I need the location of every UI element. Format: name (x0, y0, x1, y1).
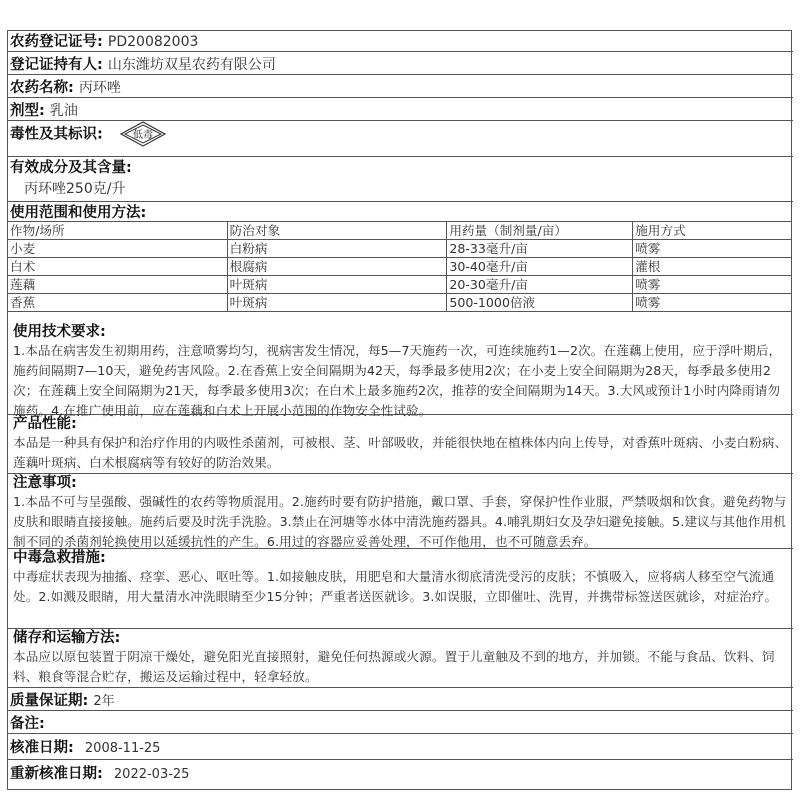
warranty-row (7, 688, 793, 711)
usage-title-row (7, 202, 793, 221)
usage-table-cell: 白术 (8, 258, 228, 276)
first-aid-section (7, 549, 793, 629)
usage-table-cell: 叶斑病 (227, 294, 447, 312)
holder-value: 山东潍坊双星农药有限公司 (107, 57, 276, 73)
usage-table-header-cell: 作物/场所 (8, 222, 228, 240)
holder-row (7, 52, 793, 75)
formulation-row (7, 98, 793, 121)
usage-table-row (8, 240, 792, 258)
performance-title: 产品性能: (13, 416, 77, 432)
formulation-value: 乳油 (49, 103, 78, 119)
warranty-value: 2年 (93, 694, 115, 709)
remarks-row (7, 711, 793, 734)
registration-row (7, 30, 793, 52)
ingredient-value: 丙环唑250克/升 (24, 181, 126, 197)
tech-requirements-text: 1.本品在病害发生初期用药，注意喷雾均匀，视病害发生情况，每5—7天施药一次，可连续施药1—2次。在莲藕上使用，应于浮叶期后，施药间隔期7—10天，避免药害风险。2.在香蕉上安全间隔期为42天，每季最多使用2次；在小麦上安全间隔期为28天，每季最多使用2次；在莲藕上安全间隔期为21天，每季最多使用3次；在白术上最多施药2次，推荐的安全间隔期为14天。3.大风或预计1小时内降雨请勿施药。4.在推广使用前，应在莲藕和白术上开展小范围的作物安全性试验。 (13, 343, 782, 418)
usage-title: 使用范围和使用方法: (10, 205, 147, 221)
performance-text: 本品是一种具有保护和治疗作用的内吸性杀菌剂，可被根、茎、叶部吸收，并能很快地在植株体内向上传导，对香蕉叶斑病、小麦白粉病、莲藕叶斑病、白术根腐病等有较好的防治效果。 (13, 435, 788, 470)
usage-table-row (8, 258, 792, 276)
usage-table-cell: 20-30毫升/亩 (447, 276, 633, 294)
usage-table-cell: 喷雾 (633, 276, 792, 294)
pesticide-name-row (7, 75, 793, 98)
usage-table-cell: 500-1000倍液 (447, 294, 633, 312)
precautions-title: 注意事项: (13, 475, 77, 491)
first-aid-title: 中毒急救措施: (13, 550, 106, 566)
toxicity-row (7, 121, 793, 157)
ingredient-label: 有效成分及其含量: (10, 160, 132, 176)
usage-table-cell: 灌根 (633, 258, 792, 276)
performance-section (7, 415, 793, 474)
storage-section (7, 629, 793, 688)
formulation-label: 剂型: (10, 103, 45, 119)
registration-label: 农药登记证号: (10, 34, 103, 50)
usage-table-cell: 根腐病 (227, 258, 447, 276)
registration-value: PD20082003 (107, 34, 199, 50)
pesticide-name-value: 丙环唑 (78, 80, 121, 96)
storage-text: 本品应以原包装置于阴凉干燥处，避免阳光直接照射，避免任何热源或火源。置于儿童触及不到的地方，并加锁。不能与食品、饮料、饲料、粮食等混合贮存，搬运及运输过程中，轻拿轻放。 (13, 649, 775, 684)
ingredient-row (7, 157, 793, 202)
tech-requirements-title: 使用技术要求: (13, 324, 106, 340)
approval-date-row (7, 734, 793, 760)
usage-table-cell: 30-40毫升/亩 (447, 258, 633, 276)
usage-table-cell: 小麦 (8, 240, 228, 258)
usage-table (7, 221, 792, 312)
remarks-label: 备注: (10, 716, 45, 732)
usage-table-header-cell: 防治对象 (227, 222, 447, 240)
low-toxicity-badge-text: 低毒 (132, 130, 153, 141)
usage-table-cell: 白粉病 (227, 240, 447, 258)
tech-requirements-section (7, 323, 793, 418)
warranty-label: 质量保证期: (10, 693, 89, 709)
usage-table-row (8, 276, 792, 294)
first-aid-text: 中毒症状表现为抽搐、痉挛、恶心、呕吐等。1.如接触皮肤，用肥皂和大量清水彻底清洗受污的皮肤；不慎吸入，应将病人移至空气流通处。2.如溅及眼睛，用大量清水冲洗眼睛至少15分钟；严重者送医就诊。3.如误服，立即催吐、洗胃，并携带标签送医就诊，对症治疗。 (13, 569, 778, 604)
holder-label: 登记证持有人: (10, 57, 103, 73)
approval-date-label: 核准日期: (10, 740, 74, 756)
usage-table-cell: 喷雾 (633, 294, 792, 312)
reapproval-date-row (7, 760, 793, 790)
usage-table-cell: 28-33毫升/亩 (447, 240, 633, 258)
usage-table-header-cell: 用药量（制剂量/亩） (447, 222, 633, 240)
toxicity-label: 毒性及其标识: (10, 126, 103, 143)
storage-title: 储存和运输方法: (13, 630, 121, 646)
usage-table-cell: 叶斑病 (227, 276, 447, 294)
precautions-text: 1.本品不可与呈强酸、强碱性的农药等物质混用。2.施药时要有防护措施，戴口罩、手套，穿保护性作业服，严禁吸烟和饮食。避免药物与皮肤和眼睛直接接触。施药后要及时洗手洗脸。3.禁止在河塘等水体中清洗施药器具。4.哺乳期妇女及孕妇避免接触。5.建议与其他作用机制不同的杀菌剂轮换使用以延缓抗性的产生。6.用过的容器应妥善处理，不可作他用，也不可随意丢弃。 (13, 494, 787, 549)
usage-table-cell: 莲藕 (8, 276, 228, 294)
precautions-section (7, 474, 793, 549)
low-toxicity-icon (120, 121, 166, 147)
reapproval-date-value: 2022-03-25 (113, 767, 190, 782)
usage-table-cell: 香蕉 (8, 294, 228, 312)
reapproval-date-label: 重新核准日期: (10, 766, 103, 782)
usage-table-header-row (8, 222, 792, 240)
usage-table-header-cell: 施用方式 (633, 222, 792, 240)
pesticide-name-label: 农药名称: (10, 80, 74, 96)
usage-table-row (8, 294, 792, 312)
usage-table-cell: 喷雾 (633, 240, 792, 258)
approval-date-value: 2008-11-25 (84, 741, 161, 756)
